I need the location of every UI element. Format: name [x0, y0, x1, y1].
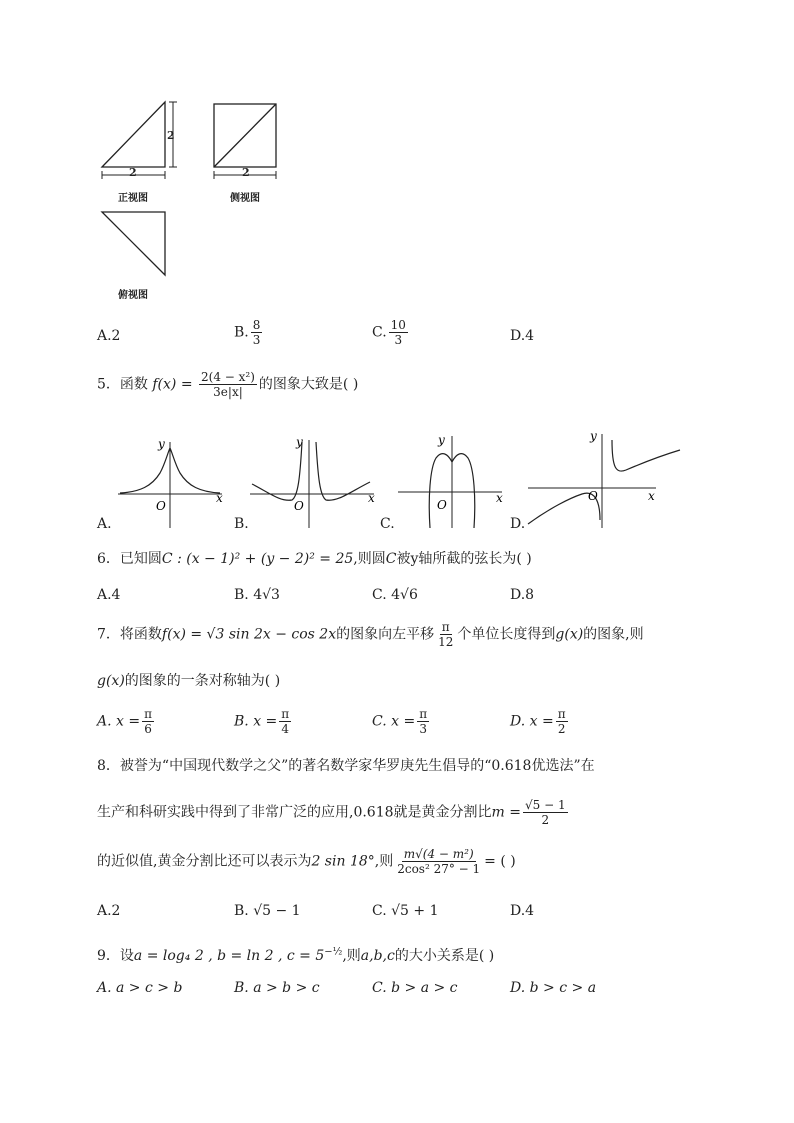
q7-line2-gx: g(x) [97, 673, 125, 689]
q9-text-b: ,则 [342, 948, 361, 964]
q7-option-c-label: C. x = [372, 713, 416, 730]
q5-c-y-label: y [438, 433, 445, 447]
q6-text-a: 6．已知圆 [97, 551, 162, 567]
q5-graphs [100, 428, 690, 532]
fraction-den: 2cos² 27° − 1 [397, 862, 481, 876]
q5-graph-a [118, 437, 223, 528]
q4-option-c[interactable] [372, 318, 410, 347]
fraction-num: π [281, 707, 290, 721]
fraction-den: 12 [438, 635, 454, 649]
q5-suffix: 的图象大致是( ) [258, 376, 359, 393]
q7-shift-fraction [436, 620, 455, 649]
q9-option-b[interactable]: B. a > b > c [234, 980, 320, 996]
front-view-caption: 正视图 [118, 193, 148, 204]
front-view [102, 102, 177, 179]
q5-graph-d [528, 429, 680, 528]
q5-c-origin: O [437, 498, 447, 512]
q6-option-a[interactable]: A.4 [97, 587, 121, 603]
q7-text-b: 的图象向左平移 [336, 626, 435, 643]
q5-d-x-label: x [648, 489, 655, 503]
q8-m-fraction [523, 798, 568, 827]
q8-line1: 8．被誉为“中国现代数学之父”的著名数学家华罗庚先生倡导的“0.618优选法”在 [97, 758, 595, 774]
q7-option-b-label: B. x = [234, 713, 278, 730]
fraction [389, 318, 408, 347]
fraction-den: 6 [144, 722, 152, 736]
fraction [279, 707, 291, 736]
dim-height: 2 [167, 129, 175, 142]
q4-option-b-label: B. [234, 324, 249, 341]
fraction [251, 318, 263, 347]
fraction-num: π [144, 707, 152, 721]
q7-text-d: 的图象,则 [583, 626, 644, 643]
q5-graph-b [250, 435, 375, 528]
fraction [142, 707, 154, 736]
q5-b-origin: O [294, 499, 304, 513]
q6-option-c[interactable]: C. 4√6 [372, 587, 418, 603]
fraction-num: π [419, 707, 428, 721]
fraction-den: 4 [281, 722, 290, 736]
fraction-den: 3 [252, 333, 261, 347]
q6-text-c: 被y轴所截的弦长为( ) [396, 551, 532, 567]
q9-text-a: 9．设 [97, 948, 134, 964]
q6-option-d[interactable]: D.8 [510, 587, 535, 603]
q5-stem [97, 370, 358, 399]
q7-stem-line1 [97, 620, 644, 649]
q7-option-a[interactable] [97, 707, 156, 736]
q9-option-c[interactable]: C. b > a > c [372, 980, 458, 996]
q5-graph-c [398, 433, 503, 528]
top-view [102, 212, 165, 275]
q5-number: 5． [97, 376, 120, 393]
q9-option-a[interactable]: A. a > c > b [97, 980, 183, 996]
q4-option-b[interactable] [234, 318, 264, 347]
q9-expr: a = log₄ 2 , b = ln 2 , c = 5 [133, 948, 325, 964]
q5-a-origin: O [156, 499, 166, 513]
q5-prefix: 函数 [119, 376, 148, 393]
q6-option-b[interactable]: B. 4√3 [234, 587, 280, 603]
fraction-num: π [557, 707, 566, 721]
q6-text-b: ,则圆 [353, 551, 386, 567]
q9-text-c: 的大小关系是( ) [394, 948, 495, 964]
q8-line3-c: = ( ) [484, 853, 516, 870]
fraction-num: 8 [252, 318, 261, 332]
q5-c-x-label: x [496, 491, 503, 505]
q7-func: f(x) = √3 sin 2x − cos 2x [161, 626, 337, 643]
q7-option-d-label: D. x = [510, 713, 554, 730]
dim-width-side: 2 [242, 166, 250, 179]
q7-option-b[interactable] [234, 707, 293, 736]
fraction-num: π [441, 620, 450, 634]
fraction [417, 707, 429, 736]
fraction-num: m√(4 − m²) [403, 847, 474, 861]
q5-option-b[interactable]: B. [234, 516, 249, 532]
q4-option-d[interactable]: D.4 [510, 328, 535, 344]
q5-fraction [199, 370, 257, 399]
fraction [556, 707, 568, 736]
q5-option-d[interactable]: D. [510, 516, 526, 532]
fraction-num: √5 − 1 [525, 798, 566, 812]
q8-line3 [97, 847, 516, 876]
q8-option-b[interactable]: B. √5 − 1 [234, 903, 301, 919]
fraction-den: 3 [394, 333, 403, 347]
q5-d-y-label: y [590, 429, 597, 443]
q9-stem [97, 945, 494, 965]
q8-option-d[interactable]: D.4 [510, 903, 535, 919]
q8-line3-a: 的近似值,黄金分割比还可以表示为 [97, 853, 312, 870]
q5-option-a[interactable]: A. [97, 516, 112, 532]
q7-text-a: 7．将函数 [97, 626, 162, 643]
q8-m-eq: m = [491, 804, 521, 821]
q5-b-y-label: y [296, 435, 303, 449]
q5-a-y-label: y [158, 437, 165, 451]
fraction-den: 2 [557, 722, 566, 736]
q5-d-origin: O [588, 489, 598, 503]
q6-equation: C : (x − 1)² + (y − 2)² = 25 [161, 551, 354, 567]
q4-option-a[interactable]: A.2 [97, 328, 121, 344]
q8-line2 [97, 798, 570, 827]
q5-b-x-label: x [368, 491, 375, 505]
dim-width-front: 2 [129, 166, 137, 179]
q6-stem [97, 548, 532, 568]
q8-sin18: 2 sin 18° [311, 853, 375, 870]
q8-option-c[interactable]: C. √5 + 1 [372, 903, 439, 919]
fraction-num: 10 [390, 318, 406, 332]
q7-text-c: 个单位长度得到 [457, 626, 556, 643]
q8-expr-fraction [395, 847, 482, 876]
q8-line2-text: 生产和科研实践中得到了非常广泛的应用,0.618就是黄金分割比 [97, 804, 492, 821]
q7-stem-line2 [97, 670, 280, 690]
q7-line2-text: 的图象的一条对称轴为( ) [124, 673, 281, 689]
q5-num: 2(4 − x²) [201, 370, 255, 384]
q7-option-a-label: A. x = [97, 713, 141, 730]
q4-option-c-label: C. [372, 324, 387, 341]
q5-den: 3e|x| [213, 385, 243, 399]
q5-option-c[interactable]: C. [380, 516, 395, 532]
q9-option-d[interactable]: D. b > c > a [510, 980, 597, 996]
top-view-caption: 俯视图 [118, 290, 148, 301]
q8-option-a[interactable]: A.2 [97, 903, 121, 919]
q7-option-c[interactable] [372, 707, 431, 736]
q6-circle-name: C [385, 551, 397, 567]
side-view-caption: 侧视图 [230, 193, 260, 204]
q5-a-x-label: x [216, 491, 223, 505]
fraction-den: 3 [419, 722, 427, 736]
q9-abc: a,b,c [360, 948, 395, 964]
q7-gx: g(x) [555, 626, 584, 643]
q8-line3-b: ,则 [374, 853, 394, 870]
q5-func: f(x) = [152, 376, 193, 393]
q9-exponent: −½ [324, 946, 343, 958]
q7-option-d[interactable] [510, 707, 570, 736]
fraction-den: 2 [541, 813, 550, 827]
